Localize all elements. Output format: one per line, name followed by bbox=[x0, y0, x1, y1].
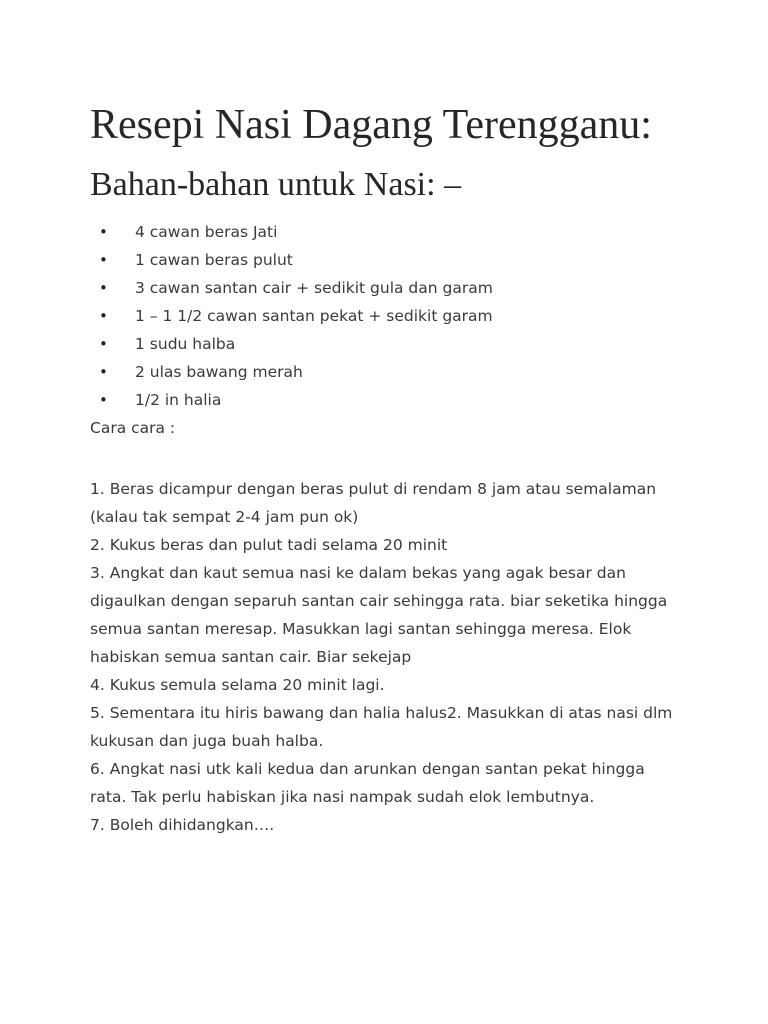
bullet-icon: • bbox=[99, 223, 108, 241]
method-step: 2. Kukus beras dan pulut tadi selama 20 minit bbox=[90, 536, 448, 554]
ingredient-item bbox=[90, 358, 690, 386]
ingredient-item bbox=[90, 274, 690, 302]
method-step: 5. Sementara itu hiris bawang dan halia halus2. Masukkan di atas nasi dlm kukusan dan juga buah halba. bbox=[90, 704, 673, 750]
ingredients-heading: Bahan-bahan untuk Nasi: – bbox=[90, 166, 462, 203]
ingredient-text: 2 ulas bawang merah bbox=[135, 363, 303, 381]
bullet-icon: • bbox=[99, 391, 108, 409]
ingredient-text: 4 cawan beras Jati bbox=[135, 223, 278, 241]
method-step: 4. Kukus semula selama 20 minit lagi. bbox=[90, 676, 385, 694]
document-body bbox=[90, 98, 690, 839]
method-step: 1. Beras dicampur dengan beras pulut di rendam 8 jam atau semalaman (kalau tak sempat 2-4 jam pun ok) bbox=[90, 480, 657, 526]
ingredient-item bbox=[90, 302, 690, 330]
ingredient-text: 1 sudu halba bbox=[135, 335, 236, 353]
bullet-icon: • bbox=[99, 279, 108, 297]
ingredient-item bbox=[90, 386, 690, 414]
ingredient-list bbox=[90, 218, 690, 414]
bullet-icon: • bbox=[99, 307, 108, 325]
ingredient-text: 1 cawan beras pulut bbox=[135, 251, 293, 269]
method-label: Cara cara : bbox=[90, 419, 176, 437]
ingredient-item bbox=[90, 330, 690, 358]
bullet-icon: • bbox=[99, 363, 108, 381]
ingredient-item bbox=[90, 218, 690, 246]
ingredient-text: 3 cawan santan cair + sedikit gula dan garam bbox=[135, 279, 493, 297]
bullet-icon: • bbox=[99, 251, 108, 269]
bullet-icon: • bbox=[99, 335, 108, 353]
recipe-title: Resepi Nasi Dagang Terengganu: bbox=[90, 102, 652, 148]
method-steps bbox=[90, 475, 690, 839]
ingredient-item bbox=[90, 246, 690, 274]
method-step: 3. Angkat dan kaut semua nasi ke dalam bekas yang agak besar dan digaulkan dengan separuh santan cair sehingga rata. biar seketika hingga semua santan meresap. Masukkan lagi santan sehingga meresa. Elok habiskan semua santan cair. Biar sekejap bbox=[90, 564, 668, 666]
method-step: 6. Angkat nasi utk kali kedua dan arunkan dengan santan pekat hingga rata. Tak perlu habiskan jika nasi nampak sudah elok lembutnya. bbox=[90, 760, 645, 806]
ingredient-text: 1/2 in halia bbox=[135, 391, 222, 409]
method-step: 7. Boleh dihidangkan…. bbox=[90, 816, 275, 834]
ingredient-text: 1 – 1 1/2 cawan santan pekat + sedikit garam bbox=[135, 307, 493, 325]
